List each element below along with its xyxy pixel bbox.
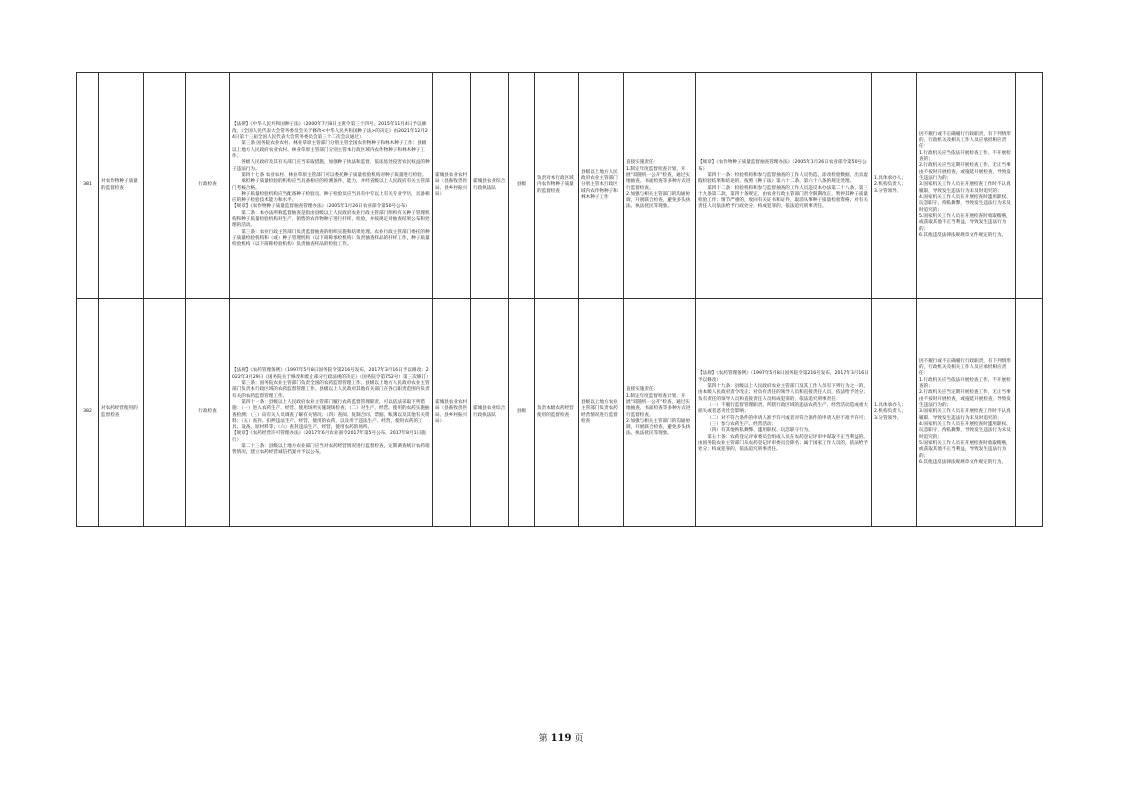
implementation-responsibility-line: 2.加强与相关主管部门的沟通协调，开展联合检查，避免多头执法、执法扰民等现象。 [626,418,691,437]
accountability-basis-line: 第四十二条：检验机构和参与监督抽查的工作人员违反本办法第二十八条、第三十九条第二款、第四十条规定，由农业行政主管部门责令限期改正，暂停其种子质量检验工作；情节严重的，收回有关证书和证件，取消从事种子质量检验资格；对有关责任人员依法给予行政处分，构成犯罪的，依法追究刑事责任。 [698,185,868,210]
legal-basis-line: 种子质量检验机构应当配备种子检验员。种子检验员应当具有中专以上有关专业学历，具备相应的种子检验技术能力和水平。 [232,191,430,204]
implementation-responsibility-line: 1.制定年度监督检查计划，开展"双随机一公开"检查，通过实地抽查、书面检查等多种方式进行监督检查。 [626,393,691,418]
accountable-persons-line: 1.具体承办人； [874,403,906,408]
accountability-situations-line: 3.国家机关工作人员在开展检查工作时不认真履职，导致发生违法行为未及时追究的； [919,182,1011,194]
item-category-cell: 行政检查 [186,73,230,299]
accountability-situations-cell [917,299,1016,527]
legal-basis-line: 【规章】《农药经营许可管理办法》（2017年6月农业部令2017年第5号公布，2017年8月1日施行） [232,431,426,443]
accountability-situations-line: 6.其他违反法律法规规章文件规定的行为。 [919,232,1007,238]
sub-item-cell [144,73,186,299]
accountability-basis-line: （三）参与农药生产、经营活动； [707,421,777,427]
accountability-situations-line: 3.国家机关工作人员在开展检查工作时不认真履职，导致发生违法行为未及时追究的； [919,409,1011,421]
legal-basis-line: 第四十一条：县级以上人民政府农业主管部门履行农药监督管理职责，可以依法采取下列措施：（一）进入农药生产、经营、使用场所实施现场检查；（二）对生产、经营、使用的农药实施抽查检测；（三）向有关人员调查了解有关情况；（四）查阅、复制合同、票据、账簿以及其他有关资料；（五）查封、扣押违法生产、经营、使用的农药，以及用于违法生产、经营、使用农药的工具、设备、原材料等；（六）查封违法生产、经营、使用农药的场所。 [232,399,430,431]
accountability-basis-line: （四）有其他徇私舞弊、滥用职权、玩忽职守行为。 [707,428,813,434]
accountability-basis-line: 第四十九条：县级以上人民政府农业主管部门及其工作人员有下列行为之一的，由本级人民政府责令改正；对负有责任的领导人员和直接责任人员，依法给予处分；负有责任的领导人员和直接责任人员构成犯罪的，依法追究刑事责任： [698,384,868,402]
legal-basis-cell [230,299,433,527]
accountability-situations-cell [917,73,1016,299]
exercise-level-cell: 县级 [509,299,535,527]
remark-cell [1016,299,1043,527]
implementing-subject-cell: 霍城县农业农村局（县畜牧兽医局、县乡村振兴局） [433,299,471,527]
duty-description-cell: 县级以上地方农业主管部门负责农药经营情况进行监督检查 [579,299,624,527]
legal-basis-line: 第三条：国务院农业主管部门负责全国的农药监督管理工作。县级以上地方人民政府农业主管部门负责本行政区域的农药监督管理工作。县级以上人民政府其他有关部门在各自职责范围内负责有关的农药监督管理工作。 [232,380,430,399]
accountability-basis-line: 【法规】《农药管理条例》（1997年5月8日国务院令第216号发布，2017年3月16日予以修改） [698,371,869,383]
accountability-basis-line: 第四十一条：检验机构和参与监督抽查的工作人员伪造、涂改检验数据，出具虚假检验结果和结论的，按照《种子法》第六十二条、第六十八条的规定处理。 [698,172,868,185]
legal-basis-line: 【法规】《农药管理条例》（1997年5月8日国务院令第216号发布，2017年3月16日予以修改；2022年3月29日《国务院关于修改和废止部分行政法规的决定》（国务院令第752号）第三次修订） [232,368,431,380]
legal-basis-line: 【法律】《中华人民共和国种子法》（2000年7月8日主席令第三十四号，2015年11月4日予以修改，《全国人民代表大会常务委员会关于修改<中华人民共和国种子法>的决定》由2021年12月24日第十三届全国人民代表大会常务委员会第三十二次会议通过） [232,122,428,140]
legal-basis-line: 第三条 国务院农业农村、林业草原主管部门分别主管全国农作物种子和林木种子工作；县级以上地方人民政府农业农村、林业草原主管部门分别主管本行政区域内农作物种子和林木种子工作。 [232,141,427,159]
accountability-basis-line: （一）不履行监督管理职责，所辖行政区域的违法农药生产、经营活动造成重大损失或者恶劣社会影响； [698,403,868,415]
item-number-cell: 381 [77,73,99,299]
duty-description-cell: 县级以上地方人民政府农业主管部门分别主管本行政区域内农作物种子和林木种子工作 [579,73,624,299]
accountability-situations-line: 5.国家机关工作人员在开展检查时收取贿赂，或获取其他不正当利益，导致发生违法行为的； [919,213,1011,232]
accountable-persons-line: 3.分管领导。 [874,415,902,421]
accountable-persons-line: 2.机构负责人； [874,182,906,188]
implementing-subject-cell: 霍城县农业农村局（县畜牧兽医局、县乡村振兴局） [433,73,471,299]
item-name-cell: 对农作物种子质量的监督检查 [99,73,144,299]
accountability-situations-line: 5.国家机关工作人员在开展检查时收取贿赂，或获取其他不正当利益，导致发生违法行为的； [919,440,1011,459]
legal-basis-line: 各级人民政府及其有关部门应当采取措施，加强种子执法和监督，依法惩处侵害农民权益的种子违法行为。 [232,160,430,172]
accountable-persons-line: 2.机构负责人； [874,409,906,415]
accountability-situations-line: 因不履行或不正确履行行政职责，有下列情形的，行政机关及相关工作人员应承担相应责任： [919,358,1011,377]
legal-basis-line: 第四十七条 农业农村、林业草原主管部门可以委托种子质量检验机构对种子质量进行检验。 [241,172,427,178]
implementation-responsibility-line: 2.加强与相关主管部门的沟通协调，开展联合检查，避免多头执法、执法扰民等现象。 [626,191,691,210]
item-category-cell: 行政检查 [186,299,230,527]
implementation-responsibility-line: 直接实施责任： [626,160,659,166]
responsible-unit-cell: 霍城县农业综合行政执法队 [471,73,509,299]
legal-basis-line: 第三条：农业行政主管部门负责监督抽查的组织实施和结果处理。农业行政主管部门委托的种子质量检验机构和（或）种子管理机构（以下简称承检机构）负责抽查样品的扦样工作，种子质量检验机构（以下简称检验机构）负责抽查样品的检验工作。 [232,229,430,248]
accountability-situations-line: 2.行政机关应当定期开展检查工作，无正当事由不按时开展检查，或拖延开展检查，导致发生违法行为的； [919,163,1011,181]
implementation-responsibility-line: 1.制定年度监督检查计划，开展"双随机一公开"检查，通过实地抽查、书面检查等多种方式进行监督检查。 [626,166,691,191]
accountability-situations-line: 1.行政机关应当依法开展检查工作，不开展检查的； [919,377,1011,390]
accountable-persons-line: 3.分管领导。 [874,188,902,194]
legal-basis-line: 承担种子质量检验的机构应当具备相应的检测条件、能力，并经省级以上人民政府有关主管部门考核合格。 [232,179,430,191]
accountability-situations-line: 6.其他违反法律法规规章文件规定的行为。 [919,459,1007,465]
page-footer [0,731,1122,744]
responsibility-matter-cell: 负责对本行政区域内农作物种子质量的监督检查 [535,73,579,299]
accountability-basis-line: 【规章】《农作物种子质量监督抽查管理办法》（2005年1月26日农业部令第50号公布） [698,160,867,172]
accountability-situations-line: 2.行政机关应当定期开展检查工作，无正当事由不按时开展检查，或拖延开展检查，导致发生违法行为的； [919,390,1011,408]
implementation-responsibility-line: 直接实施责任： [626,387,659,393]
accountability-situations-line: 4.国家机关工作人员在开展检查时滥用职权、玩忽职守、徇私舞弊，导致发生违法行为未及时追究的； [919,421,1011,440]
exercise-level-cell: 县级 [509,73,535,299]
accountable-persons-cell [872,299,917,527]
sub-item-cell [144,299,186,527]
accountability-basis-line: （二）对不符合条件的申请人准予许可或者对符合条件的申请人拒不准予许可； [707,415,868,421]
legal-basis-line: 第二条：本办法所称监督抽查是指由县级以上人民政府农业行政主管部门组织有关种子管理机构和种子质量检验机构对生产、销售的农作物种子进行扦样、检验，并按规定对抽查结果公布和处理的活动。 [232,210,430,229]
accountability-basis-cell [696,299,872,527]
footer-prefix: 第 [538,734,548,744]
accountability-basis-cell [696,73,872,299]
accountability-situations-line: 4.国家机关工作人员在开展检查时滥用职权、玩忽职守、徇私舞弊，导致发生违法行为未及时追究的； [919,194,1011,213]
accountable-persons-line: 1.具体承办人； [874,176,906,181]
accountability-situations-line: 因不履行或不正确履行行政职责，有下列情形的，行政机关及相关工作人员应承担相应责任： [919,131,1011,150]
remark-cell [1016,73,1043,299]
legal-basis-line: 第二十三条：县级以上地方农业部门应当对农药经营情况进行监督检查，定期调查统计农药销售情况，建立农药经营诚信档案并予以公布。 [232,444,430,456]
item-name-cell: 对农药经营使用的监督检查 [99,299,144,527]
legal-basis-line: 【规章】《农作物种子质量监督抽查管理办法》（2005年1月26日农业部令第50号公布） [232,204,410,210]
implementation-responsibility-cell [624,299,696,527]
table-row [77,73,1043,299]
responsibility-table [76,72,1043,527]
item-number-cell: 382 [77,299,99,527]
table-row [77,299,1043,527]
legal-basis-cell [230,73,433,299]
accountability-basis-line: 第五十条：农药登记评审委员会组成人员在农药登记评审中谋取不正当利益的，由国务院农业主管部门从农药登记评审委员会除名；属于国家工作人员的，依法给予处分；构成犯罪的，依法追究刑事责任。 [698,434,868,453]
responsible-unit-cell: 霍城县农业综合行政执法队 [471,299,509,527]
accountability-situations-line: 1.行政机关应当依法开展检查工作，不开展检查的； [919,150,1011,163]
page-number: 119 [550,733,572,744]
implementation-responsibility-cell [624,73,696,299]
accountable-persons-cell [872,73,917,299]
responsibility-matter-cell: 负责本级农药经营使用的监督检查 [535,299,579,527]
footer-suffix: 页 [574,734,584,744]
